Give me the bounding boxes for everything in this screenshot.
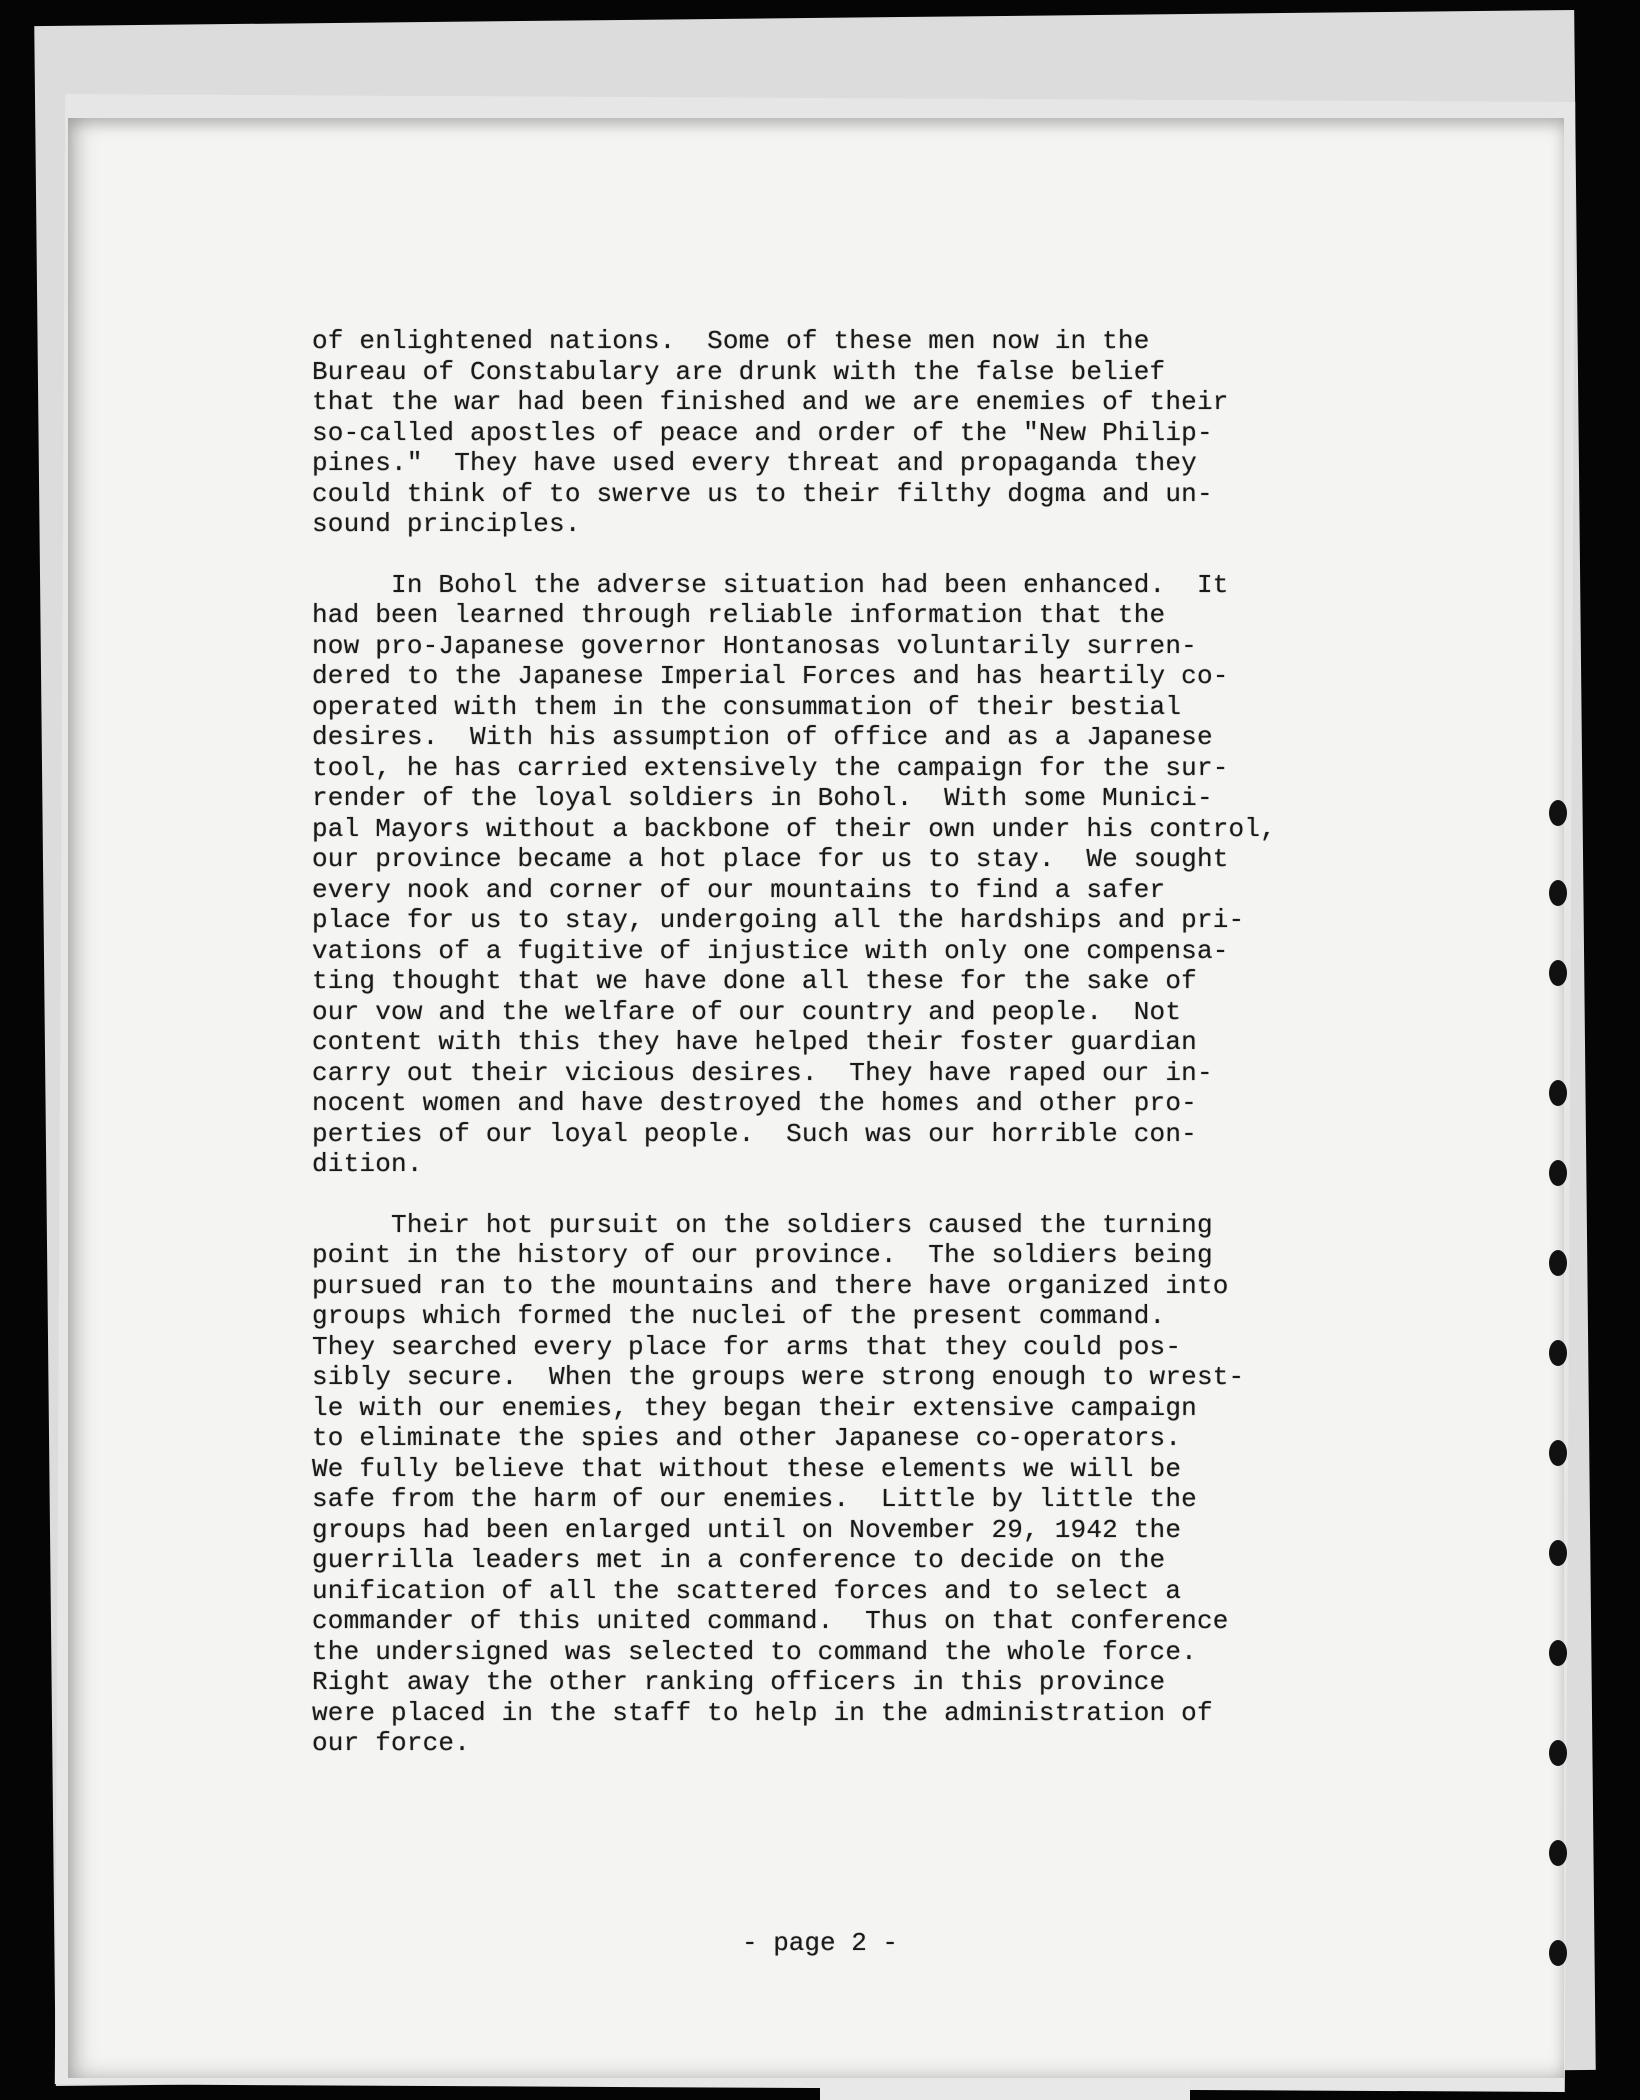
punch-hole [1549, 1340, 1567, 1366]
text-line: Right away the other ranking officers in this province [312, 1667, 1166, 1697]
text-line: the undersigned was selected to command the whole force. [312, 1636, 1197, 1667]
text-line: guerrilla leaders met in a conference to decide on the [312, 1545, 1166, 1575]
text-line: dered to the Japanese Imperial Forces and has heartily co- [312, 661, 1229, 691]
text-line: In Bohol the adverse situation had been enhanced. It [312, 569, 1229, 600]
text-line: le with our enemies, they began their extensive campaign [312, 1392, 1197, 1423]
text-line: commander of this united command. Thus on that conference [312, 1606, 1229, 1636]
text-line: pal Mayors without a backbone of their own under his control, [312, 813, 1276, 844]
text-line: They searched every place for arms that they could pos- [312, 1331, 1182, 1362]
text-line: nocent women and have destroyed the homes and other pro- [312, 1088, 1197, 1118]
punch-hole [1549, 1250, 1567, 1276]
text-line: of enlightened nations. Some of these men now in the [312, 326, 1150, 356]
text-line: now pro-Japanese governor Hontanosas voluntarily surren- [312, 630, 1197, 661]
text-line: perties of our loyal people. Such was our horrible con- [312, 1118, 1197, 1149]
text-line: so-called apostles of peace and order of the "New Philip- [312, 417, 1213, 448]
punch-hole [1549, 1440, 1567, 1466]
punch-hole [1549, 1080, 1567, 1106]
text-line: sibly secure. When the groups were strong enough to wrest- [312, 1362, 1245, 1392]
punch-hole [1549, 1640, 1567, 1666]
text-line: pursued ran to the mountains and there have organized into [312, 1270, 1229, 1301]
text-line: desires. With his assumption of office and as a Japanese [312, 722, 1213, 752]
text-line: safe from the harm of our enemies. Little by little the [312, 1484, 1197, 1514]
text-line: our vow and the welfare of our country and people. Not [312, 996, 1182, 1027]
text-line: our force. [312, 1728, 471, 1758]
text-line: tool, he has carried extensively the campaign for the sur- [312, 752, 1229, 783]
text-line: sound principles. [312, 509, 581, 539]
text-line: our province became a hot place for us to stay. We sought [312, 844, 1229, 874]
binder-punch-holes [1545, 780, 1575, 2060]
text-line: unification of all the scattered forces and to select a [312, 1575, 1182, 1606]
text-line: render of the loyal soldiers in Bohol. With some Munici- [312, 783, 1213, 813]
text-line: every nook and corner of our mountains to find a safer [312, 874, 1166, 905]
punch-hole [1549, 1540, 1567, 1566]
text-line: pines." They have used every threat and propaganda they [312, 448, 1197, 478]
punch-hole [1549, 1740, 1567, 1766]
text-line: place for us to stay, undergoing all the hardships and pri- [312, 905, 1245, 935]
typewritten-body [312, 326, 1452, 1789]
punch-hole [1549, 800, 1567, 826]
paper-edge [820, 2080, 1190, 2100]
punch-hole [1549, 880, 1567, 906]
text-line: vations of a fugitive of injustice with only one compensa- [312, 935, 1229, 966]
text-line: could think of to swerve us to their filthy dogma and un- [312, 478, 1213, 509]
text-line: carry out their vicious desires. They have raped our in- [312, 1057, 1213, 1088]
text-line: Their hot pursuit on the soldiers caused the turning [312, 1209, 1213, 1240]
paragraph-1 [312, 326, 1452, 540]
text-line: ting thought that we have done all these for the sake of [312, 966, 1197, 996]
punch-hole [1549, 960, 1567, 986]
punch-hole [1549, 1160, 1567, 1186]
text-line: point in the history of our province. The soldiers being [312, 1240, 1213, 1270]
paragraph-2 [312, 570, 1452, 1180]
text-line: groups which formed the nuclei of the present command. [312, 1301, 1166, 1331]
text-line: dition. [312, 1149, 423, 1179]
text-line: groups had been enlarged until on November 29, 1942 the [312, 1514, 1182, 1545]
paragraph-3 [312, 1210, 1452, 1759]
text-line: that the war had been finished and we are enemies of their [312, 387, 1229, 417]
page-number: - page 2 - [741, 1928, 899, 1958]
text-line: Bureau of Constabulary are drunk with the false belief [312, 356, 1166, 387]
text-line: operated with them in the consummation of their bestial [312, 691, 1182, 722]
text-line: to eliminate the spies and other Japanese co-operators. [312, 1423, 1182, 1453]
punch-hole [1549, 1840, 1567, 1866]
text-line: were placed in the staff to help in the administration of [312, 1697, 1213, 1728]
text-line: had been learned through reliable information that the [312, 600, 1166, 630]
text-line: We fully believe that without these elements we will be [312, 1453, 1182, 1484]
text-line: content with this they have helped their foster guardian [312, 1027, 1197, 1057]
